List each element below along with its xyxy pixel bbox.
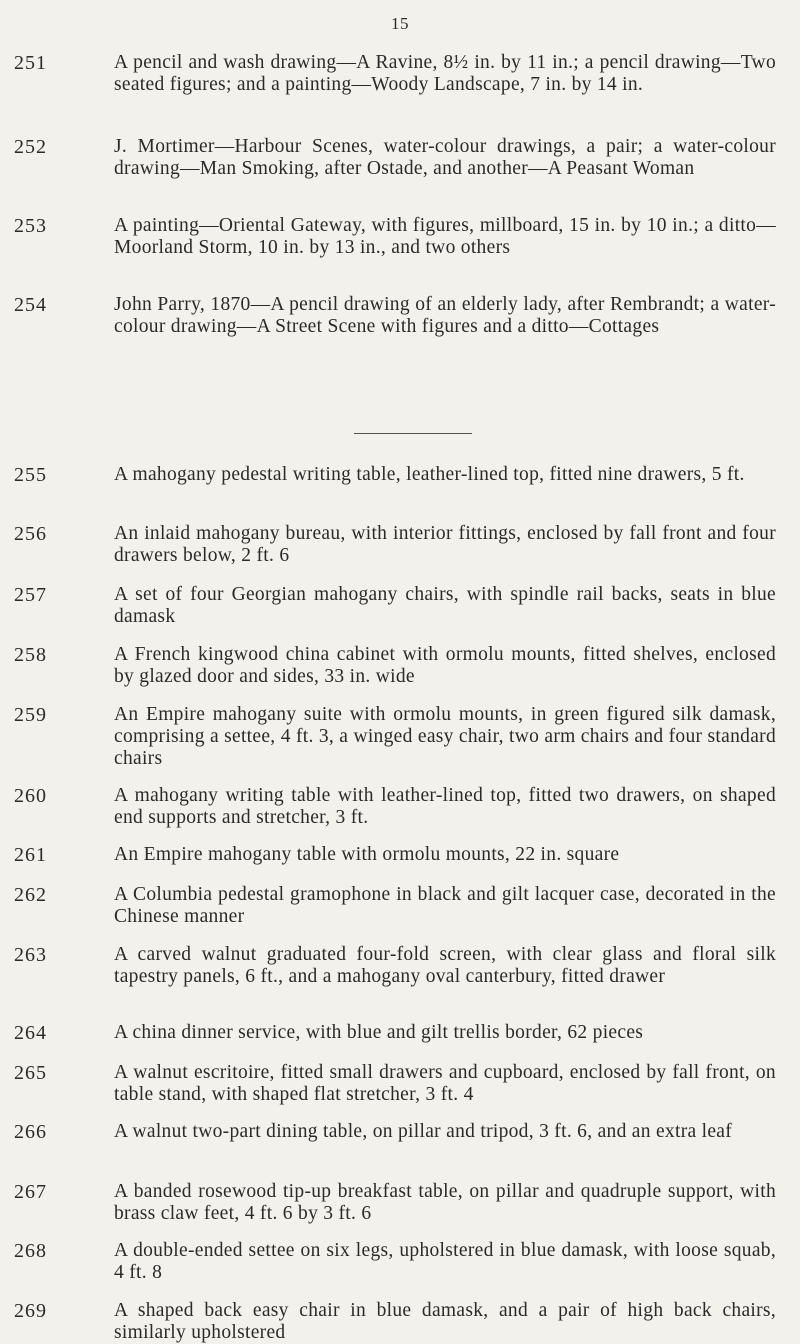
lot-number: 254 — [14, 294, 47, 316]
lot-number: 255 — [14, 464, 47, 486]
lot-number: 263 — [14, 944, 47, 966]
lot-number: 256 — [14, 523, 47, 545]
lot-description: A banded rosewood tip-up breakfast table, on pillar and quadruple support, with brass claw feet, 4 ft. 6 by 3 ft. 6 — [114, 1181, 776, 1224]
lot-description: A mahogany writing table with leather-lined top, fitted two drawers, on shaped end supports and stretcher, 3 ft. — [114, 785, 776, 828]
lot-description: A carved walnut graduated four-fold screen, with clear glass and floral silk tapestry panels, 6 ft., and a mahogany oval canterbury, fitted drawer — [114, 944, 776, 987]
lot-description: A shaped back easy chair in blue damask, and a pair of high back chairs, similarly upholstered — [114, 1300, 776, 1343]
lot-number: 261 — [14, 844, 47, 866]
lot-description: An Empire mahogany suite with ormolu mounts, in green figured silk damask, comprising a settee, 4 ft. 3, a winged easy chair, two arm chairs and four standard chairs — [114, 704, 776, 769]
lot-description: A Columbia pedestal gramophone in black and gilt lacquer case, decorated in the Chinese manner — [114, 884, 776, 927]
lot-number: 257 — [14, 584, 47, 606]
lot-number: 258 — [14, 644, 47, 666]
lot-description: A double-ended settee on six legs, upholstered in blue damask, with loose squab, 4 ft. 8 — [114, 1240, 776, 1283]
lot-number: 266 — [14, 1121, 47, 1143]
lot-description: A pencil and wash drawing—A Ravine, 8½ in. by 11 in.; a pencil drawing—Two seated figures; and a painting—Woody Landscape, 7 in. by 14 in. — [114, 52, 776, 95]
section-divider — [354, 433, 472, 434]
lot-number: 259 — [14, 704, 47, 726]
lot-description: A china dinner service, with blue and gilt trellis border, 62 pieces — [114, 1022, 644, 1043]
lot-description: A walnut two-part dining table, on pillar and tripod, 3 ft. 6, and an extra leaf — [114, 1121, 733, 1142]
lot-number: 262 — [14, 884, 47, 906]
lot-number: 264 — [14, 1022, 47, 1044]
lot-description: John Parry, 1870—A pencil drawing of an elderly lady, after Rembrandt; a water-colour drawing—A Street Scene with figures and a ditto—Cottages — [114, 294, 776, 337]
lot-number: 269 — [14, 1300, 47, 1322]
lot-number: 253 — [14, 215, 47, 237]
lot-description: A set of four Georgian mahogany chairs, with spindle rail backs, seats in blue damask — [114, 584, 776, 627]
lot-number: 252 — [14, 136, 47, 158]
lot-number: 267 — [14, 1181, 47, 1203]
lot-number: 260 — [14, 785, 47, 807]
lot-description: An Empire mahogany table with ormolu mounts, 22 in. square — [114, 844, 620, 865]
lot-number: 251 — [14, 52, 47, 74]
lot-number: 265 — [14, 1062, 47, 1084]
lot-description: A mahogany pedestal writing table, leather-lined top, fitted nine drawers, 5 ft. — [114, 464, 745, 485]
lot-description: A French kingwood china cabinet with ormolu mounts, fitted shelves, enclosed by glazed door and sides, 33 in. wide — [114, 644, 776, 687]
lot-description: An inlaid mahogany bureau, with interior fittings, enclosed by fall front and four drawers below, 2 ft. 6 — [114, 523, 776, 566]
lot-description: A painting—Oriental Gateway, with figures, millboard, 15 in. by 10 in.; a ditto—Moorland Storm, 10 in. by 13 in., and two others — [114, 215, 776, 258]
page-number: 15 — [391, 14, 409, 33]
lot-description: J. Mortimer—Harbour Scenes, water-colour drawings, a pair; a water-colour drawing—Man Smoking, after Ostade, and another—A Peasant Woman — [114, 136, 776, 179]
lot-description: A walnut escritoire, fitted small drawers and cupboard, enclosed by fall front, on table stand, with shaped flat stretcher, 3 ft. 4 — [114, 1062, 776, 1105]
lot-number: 268 — [14, 1240, 47, 1262]
